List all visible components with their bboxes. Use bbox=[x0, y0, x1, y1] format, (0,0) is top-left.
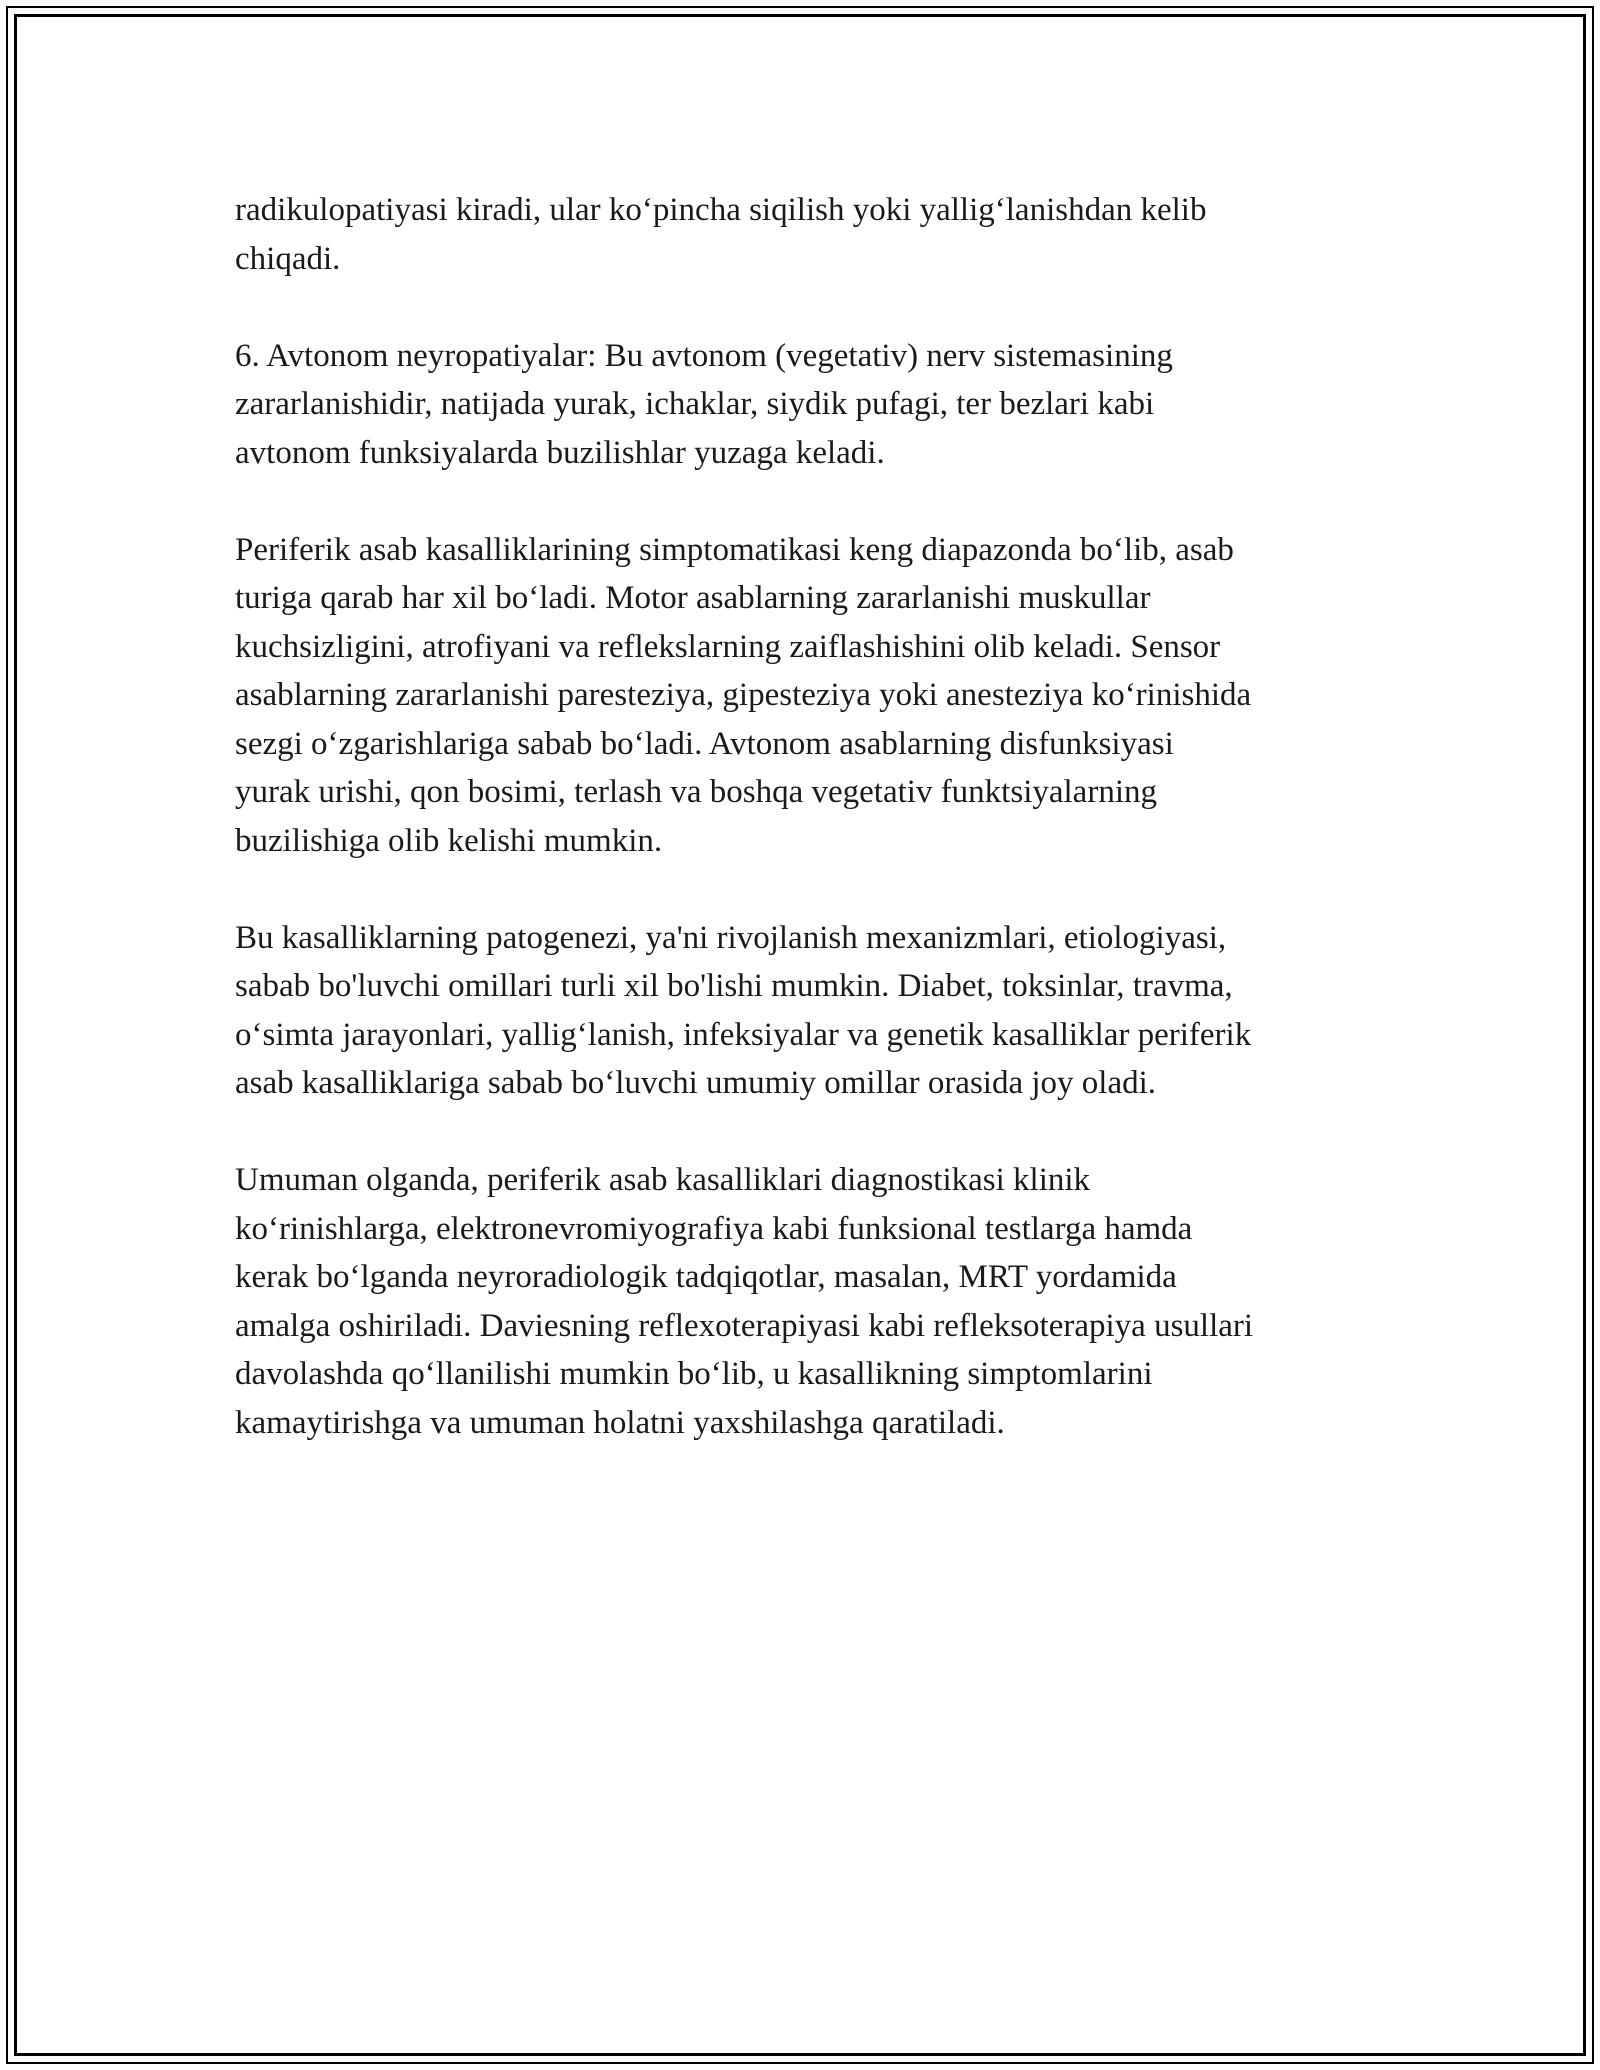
text-line: davolashda qoʻllanilishi mumkin boʻlib, u kasallikning simptomlarini bbox=[235, 1356, 1153, 1392]
text-line: yurak urishi, qon bosimi, terlash va boshqa vegetativ funktsiyalarning bbox=[235, 774, 1157, 810]
text-line: zararlanishidir, natijada yurak, ichaklar, siydik pufagi, ter bezlari kabi bbox=[235, 386, 1155, 422]
document-body bbox=[235, 186, 1375, 1496]
text-line: amalga oshiriladi. Daviesning reflexoterapiyasi kabi refleksoterapiya usullari bbox=[235, 1307, 1254, 1344]
text-line: avtonom funksiyalarda buzilishlar yuzaga keladi. bbox=[235, 434, 885, 471]
text-line: 6. Avtonom neyropatiyalar: Bu avtonom (vegetativ) nerv sistemasining bbox=[235, 337, 1173, 374]
text-line: kerak boʻlganda neyroradiologik tadqiqotlar, masalan, MRT yordamida bbox=[235, 1259, 1177, 1295]
text-line: asablarning zararlanishi paresteziya, gipesteziya yoki anesteziya koʻrinishida bbox=[235, 677, 1252, 713]
text-line: asab kasalliklariga sabab boʻluvchi umumiy omillar orasida joy oladi. bbox=[235, 1065, 1157, 1101]
text-line: Bu kasalliklarning patogenezi, ya'ni rivojlanish mexanizmlari, etiologiyasi, bbox=[235, 919, 1227, 956]
paragraph-radikulopatiya bbox=[235, 186, 1375, 283]
paragraph-avtonom-neyropatiyalar bbox=[235, 332, 1375, 478]
text-line: Periferik asab kasalliklarining simptomatikasi keng diapazonda boʻlib, asab bbox=[235, 531, 1234, 568]
text-line: koʻrinishlarga, elektronevromiyografiya kabi funksional testlarga hamda bbox=[235, 1210, 1193, 1247]
text-line: oʻsimta jarayonlari, yalligʻlanish, infeksiyalar va genetik kasalliklar periferik bbox=[235, 1016, 1252, 1053]
text-line: sabab bo'luvchi omillari turli xil bo'lishi mumkin. Diabet, toksinlar, travma, bbox=[235, 968, 1233, 1004]
text-line: kuchsizligini, atrofiyani va reflekslarning zaiflashishini olib keladi. Sensor bbox=[235, 628, 1221, 665]
paragraph-patogenez bbox=[235, 914, 1375, 1108]
text-line: buzilishiga olib kelishi mumkin. bbox=[235, 822, 663, 859]
text-line: kamaytirishga va umuman holatni yaxshilashga qaratiladi. bbox=[235, 1404, 1005, 1441]
text-line: turiga qarab har xil boʻladi. Motor asablarning zararlanishi muskullar bbox=[235, 580, 1151, 616]
paragraph-diagnostika bbox=[235, 1156, 1375, 1447]
text-line: radikulopatiyasi kiradi, ular koʻpincha siqilish yoki yalligʻlanishdan kelib bbox=[235, 192, 1207, 228]
text-line: sezgi oʻzgarishlariga sabab boʻladi. Avtonom asablarning disfunksiyasi bbox=[235, 725, 1174, 762]
paragraph-simptomatika bbox=[235, 526, 1375, 866]
text-line: chiqadi. bbox=[235, 240, 341, 277]
text-line: Umuman olganda, periferik asab kasalliklari diagnostikasi klinik bbox=[235, 1162, 1091, 1198]
